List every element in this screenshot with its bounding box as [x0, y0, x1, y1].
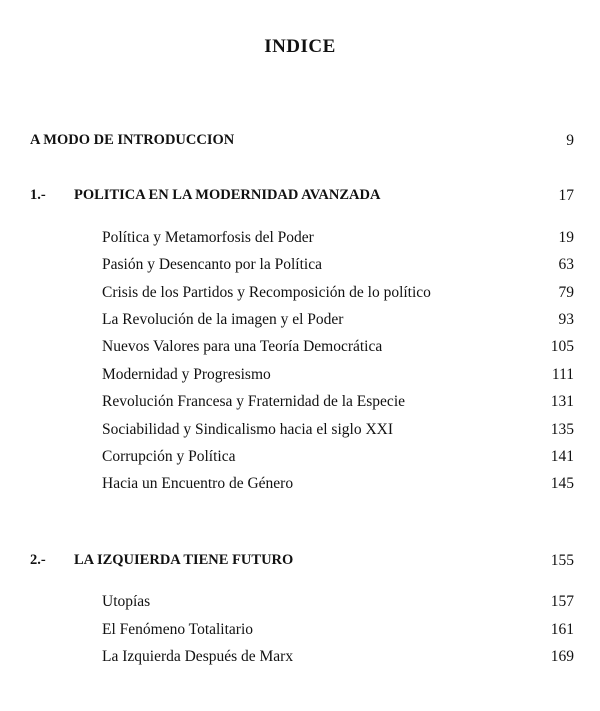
- toc-entry-label: Corrupción y Política: [102, 448, 236, 465]
- section-number: 2.-: [30, 552, 46, 568]
- toc-entry-page: 19: [558, 229, 574, 246]
- toc-entry-page: 161: [550, 621, 574, 638]
- toc-entry-label: Nuevos Valores para una Teoría Democrática: [102, 338, 383, 355]
- toc-entry-label: Sociabilidad y Sindicalismo hacia el siglo XXI: [102, 421, 394, 438]
- toc-entry-page: 141: [550, 448, 574, 465]
- section-page: 155: [550, 552, 574, 569]
- toc-entry-page: 111: [551, 366, 574, 383]
- toc-entry-label: El Fenómeno Totalitario: [102, 621, 254, 638]
- toc-entry-page: 145: [550, 475, 574, 492]
- toc-entry-page: 135: [550, 421, 574, 438]
- toc-entry-page: 169: [550, 648, 574, 665]
- section-title: LA IZQUIERDA TIENE FUTURO: [74, 552, 294, 568]
- toc-entry-page: 131: [550, 393, 574, 410]
- section-title: POLITICA EN LA MODERNIDAD AVANZADA: [74, 187, 381, 203]
- toc-entry-label: Crisis de los Partidos y Recomposición de lo político: [102, 284, 431, 301]
- toc-entry-page: 93: [558, 311, 574, 328]
- toc-entry-label: La Revolución de la imagen y el Poder: [102, 311, 344, 328]
- toc-entry-label: Política y Metamorfosis del Poder: [102, 229, 314, 246]
- toc-intro-label: A MODO DE INTRODUCCION: [30, 132, 235, 148]
- toc-entry-label: Revolución Francesa y Fraternidad de la Especie: [102, 393, 405, 410]
- page-title: INDICE: [264, 36, 336, 57]
- toc-entry-label: Hacia un Encuentro de Género: [102, 475, 294, 492]
- toc-entry-label: Pasión y Desencanto por la Política: [102, 256, 322, 273]
- toc-entry-page: 79: [558, 284, 574, 301]
- toc-entry-label: La Izquierda Después de Marx: [102, 648, 294, 665]
- toc-entry-label: Utopías: [102, 593, 151, 610]
- toc-entry-page: 157: [550, 593, 574, 610]
- toc-entry-page: 105: [550, 338, 574, 355]
- toc-entry-page: 63: [558, 256, 574, 273]
- toc-entry-label: Modernidad y Progresismo: [102, 366, 271, 383]
- section-page: 17: [558, 187, 574, 204]
- toc-intro-page: 9: [566, 132, 574, 149]
- section-number: 1.-: [30, 187, 46, 203]
